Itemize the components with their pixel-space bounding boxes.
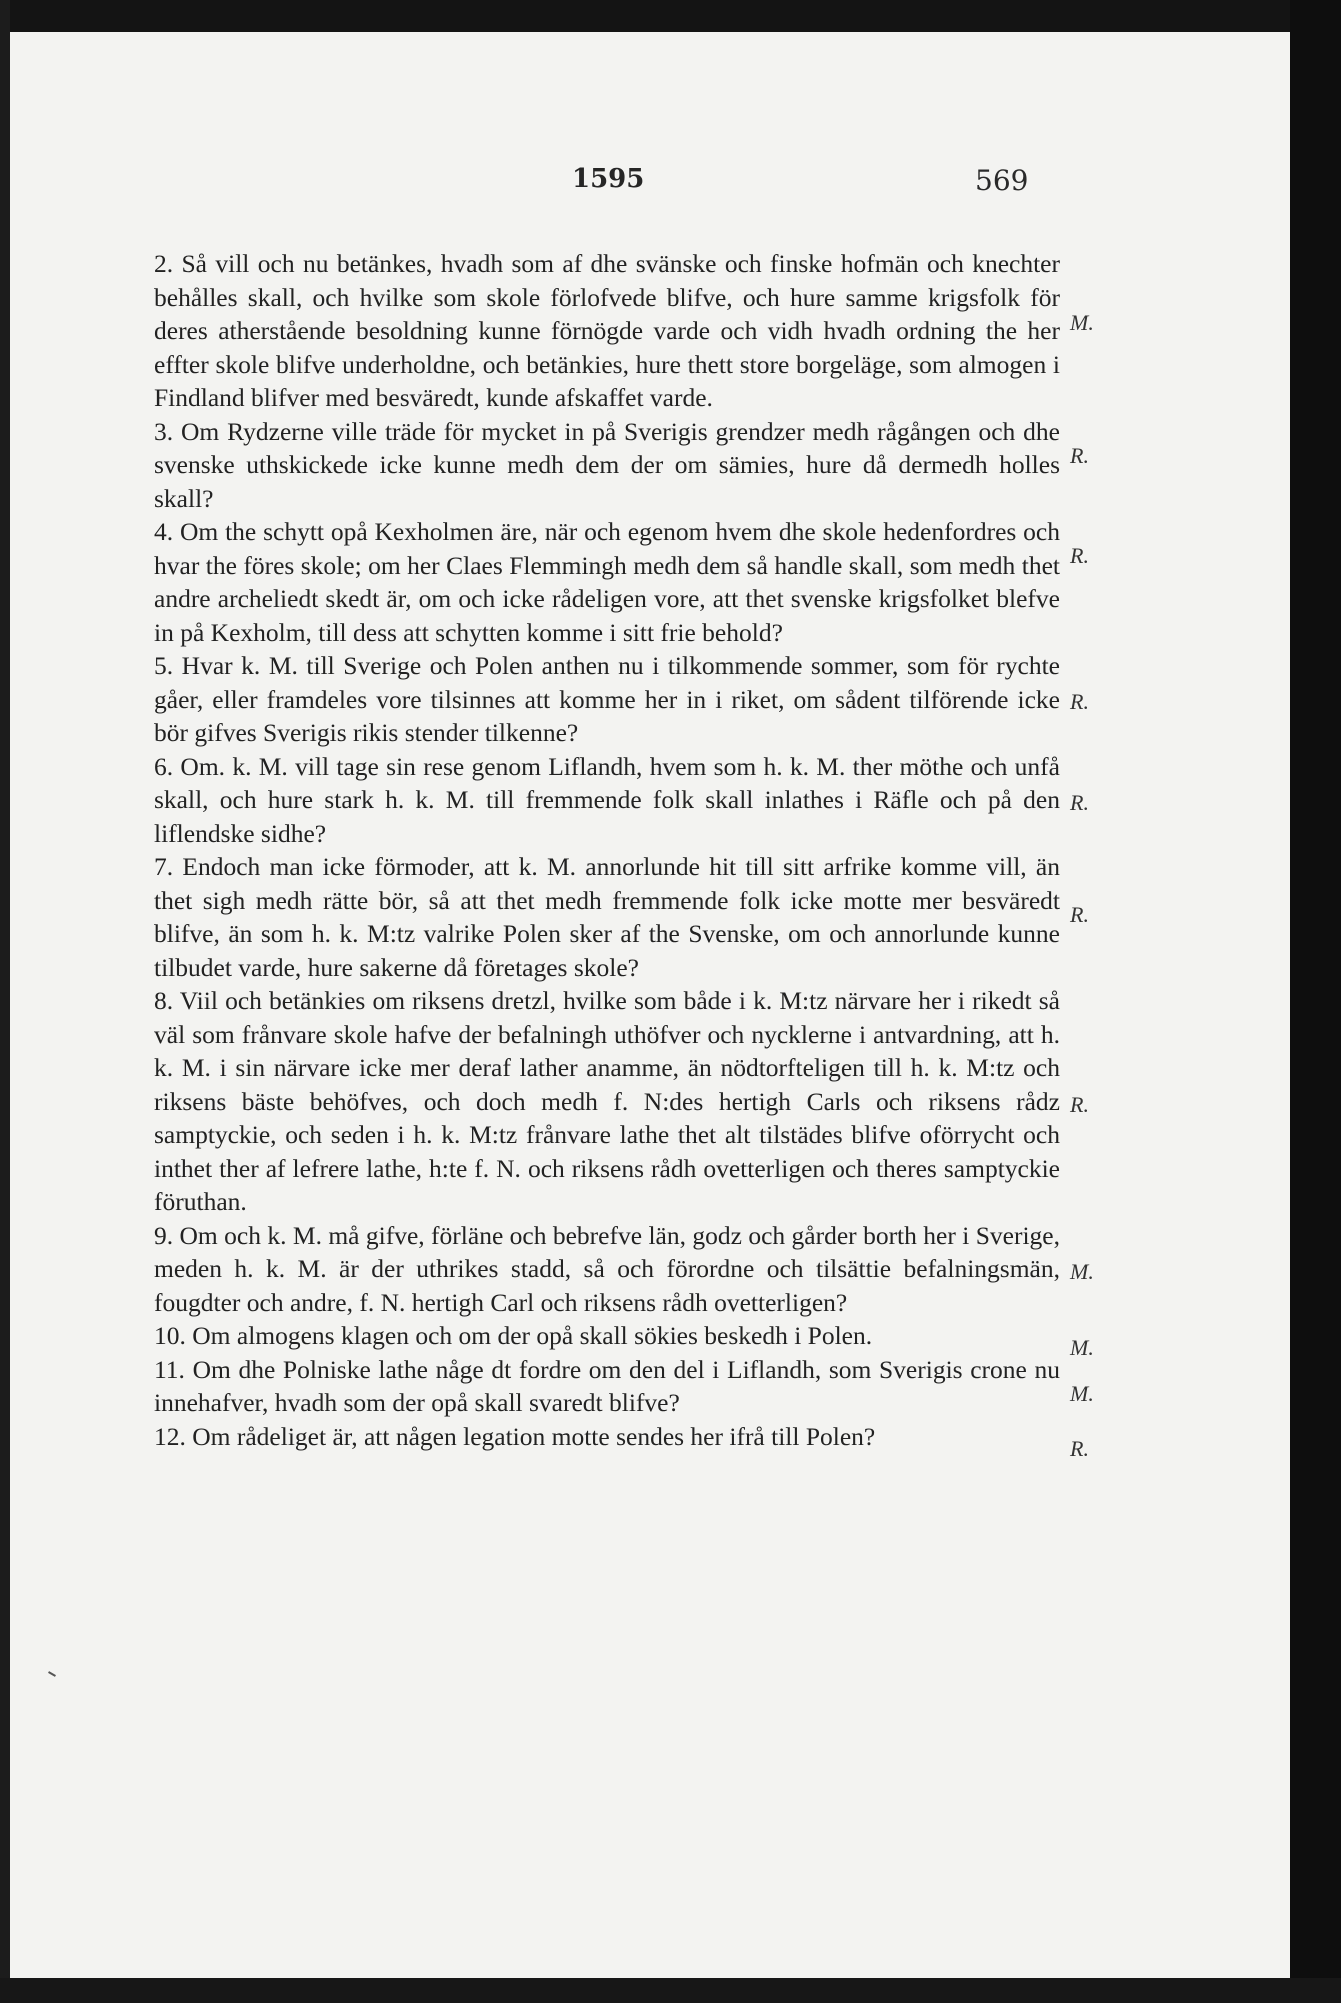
header-year: 1595	[572, 164, 645, 194]
margin-note: M.	[1070, 310, 1094, 335]
list-item	[154, 649, 1089, 750]
margin-note: M.	[1070, 1380, 1094, 1406]
item-text: 6. Om. k. M. vill tage sin rese genom Liflandh, hvem som h. k. M. ther möthe och unfå skall, och hure stark h. k. M. till fremmende folk skall inlathes i Räfle och på den liflendske sidhe?	[154, 751, 1060, 848]
margin-note: M.	[1070, 1335, 1094, 1360]
margin-note: R.	[1070, 902, 1089, 927]
item-text: 4. Om the schytt opå Kexholmen äre, när och egenom hvem dhe skole hedenfordres och hvar the föres skole; om her Claes Flemmingh medh dem så handle skall, som medh thet andre archeliedt skedt är, om och icke rådeligen vore, att thet svenske krigsfolket blefve in på Kexholm, till dess att schytten komme i sitt frie behold?	[154, 517, 1060, 647]
margin-note: R.	[1070, 543, 1089, 568]
item-text: 10. Om almogens klagen och om der opå skall sökies beskedh i Polen.	[154, 1321, 873, 1350]
margin-mark	[48, 1671, 56, 1677]
list-item	[154, 415, 1089, 516]
margin-note: R.	[1070, 1435, 1089, 1461]
page-header	[10, 164, 1290, 204]
margin-note: R.	[1070, 1092, 1089, 1117]
list-item	[154, 1219, 1094, 1320]
list-item	[154, 984, 1089, 1219]
list-item	[154, 1420, 1089, 1461]
item-text: 5. Hvar k. M. till Sverige och Polen anthen nu i tilkommende sommer, som för rychte gåer, eller framdeles vore tilsinnes att komme her in i riket, om sådent tilförende icke bör gifves Sverigis rikis stender tilkenne?	[154, 651, 1060, 747]
item-text: 9. Om och k. M. må gifve, förläne och bebrefve län, godz och gårder borth her i Sverige, meden h. k. M. är der uthrikes stadd, så och förordne och tilsättie befalningsmän, fougdter och andre, f. N. hertigh Carl och riksens rådh ovetterligen?	[154, 1220, 1060, 1317]
item-text: 2. Så vill och nu betänkes, hvadh som af dhe svänske och finske hofmän och knechter behålles skall, och hvilke som skole förlofvede blifve, och hure samme krigsfolk för deres atherstående besoldning kunne förnögde varde och vidh hvadh ordning the her effter skole blifve underholdne, och betänkies, hure thett store borgeläge, som almogen i Findland blifver med besväredt, kunde afskaffet varde.	[154, 249, 1060, 412]
margin-note: R.	[1070, 789, 1089, 815]
item-text: 8. Viil och betänkies om riksens dretzl, hvilke som både i k. M:tz närvare her i rikedt så väl som frånvare skole hafve der befalningh uthöfver och nycklerne i antvardning, att h. k. M. i sin närvare icke mer deraf lather anamme, än nödtorfteligen till h. k. M:tz och riksens bäste behöfves, och doch medh f. N:des hertigh Carls och riksens rådz samptyckie, och seden i h. k. M:tz frånvare lathe thet alt tilstädes blifve oförrycht och inthet ther af lefrere lathe, h:te f. N. och riksens rådh ovetterligen och theres samptyckie föruthan.	[154, 986, 1060, 1216]
list-item	[154, 1353, 1094, 1420]
document-page	[10, 32, 1290, 1978]
list-item	[154, 247, 1094, 415]
item-text: 11. Om dhe Polniske lathe någe dt fordre om den del i Liflandh, som Sverigis crone nu innehafver, hvadh som der opå skall svaredt blifve?	[154, 1354, 1060, 1417]
item-text: 3. Om Rydzerne ville träde för mycket in på Sverigis grendzer medh rågången och dhe svenske uthskickede icke kunne medh dem der om sämies, hure då dermedh holles skall?	[154, 416, 1060, 513]
scan-border-right	[1290, 0, 1341, 2003]
margin-note: M.	[1070, 1258, 1094, 1284]
body-text	[154, 247, 1094, 1461]
margin-note: R.	[1070, 442, 1089, 468]
scan-border-bottom	[0, 1978, 1341, 2003]
list-item	[154, 1319, 1094, 1360]
scan-border-top	[0, 0, 1341, 32]
list-item	[154, 750, 1089, 851]
item-text: 7. Endoch man icke förmoder, att k. M. annorlunde hit till sitt arfrike komme vill, än thet sigh medh rätte bör, så att thet medh fremmende folk icke motte mer besväredt blifve, än som h. k. M:tz valrike Polen sker af the Svenske, om och annorlunde kunne tilbudet varde, hure sakerne då företages skole?	[154, 852, 1060, 982]
list-item	[154, 515, 1089, 649]
list-item	[154, 850, 1089, 984]
page-number: 569	[975, 164, 1029, 197]
margin-note: R.	[1070, 689, 1089, 714]
scan-border-left	[0, 0, 10, 2003]
item-text: 12. Om rådeliget är, att någen legation motte sendes her ifrå till Polen?	[154, 1421, 876, 1451]
